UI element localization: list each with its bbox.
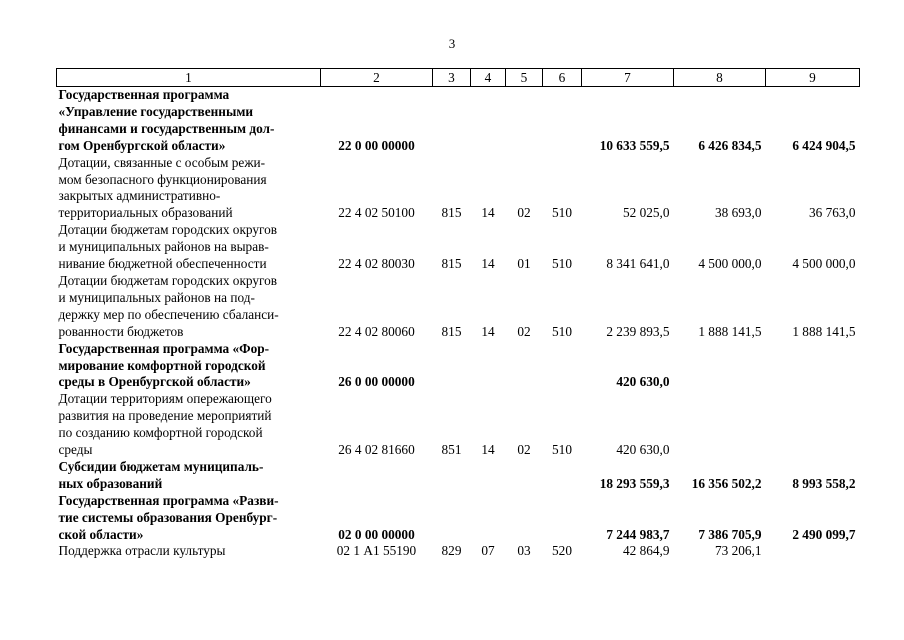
row-col-7: 18 293 559,3	[599, 475, 670, 491]
row-name	[57, 493, 321, 544]
row-col-4: 14	[481, 256, 495, 272]
row-name-line: развития на проведение мероприятий	[58, 408, 272, 424]
row-name-line: нивание бюджетной обеспеченности	[58, 256, 267, 272]
row-name-line: тие системы образования Оренбург-	[58, 509, 278, 525]
row-col-7: 420 630,0	[616, 442, 670, 458]
header-row	[57, 69, 860, 87]
table-row	[57, 87, 860, 155]
row-col-4: 14	[481, 205, 495, 221]
row-col-3: 829	[441, 543, 462, 559]
table-row	[57, 222, 860, 273]
row-col-8: 7 386 705,9	[698, 526, 762, 542]
header-col-5: 5	[506, 69, 543, 87]
table-row	[57, 459, 860, 493]
row-col-9	[766, 543, 860, 560]
row-name-line: держку мер по обеспечению сбаланси-	[58, 306, 279, 322]
row-col-8: 6 426 834,5	[698, 137, 762, 153]
row-col-6	[543, 87, 582, 155]
row-name-line: финансами и государственным дол-	[58, 120, 275, 136]
row-col-4	[471, 459, 506, 493]
row-col-4	[471, 493, 506, 544]
header-col-8: 8	[674, 69, 766, 87]
row-name-line: Государственная программа «Фор-	[58, 340, 270, 356]
row-name-line: и муниципальных районов на вырав-	[58, 239, 269, 255]
table-body	[57, 87, 860, 561]
row-col-5	[506, 87, 543, 155]
row-col-9: 36 763,0	[808, 205, 856, 221]
table-row	[57, 493, 860, 544]
row-col-3	[433, 493, 471, 544]
row-col-7: 10 633 559,5	[599, 137, 670, 153]
row-code: 26 4 02 81660	[338, 442, 415, 458]
row-name-line: мирование комфортной городской	[58, 357, 266, 373]
row-col-5: 02	[517, 323, 531, 339]
row-code: 22 4 02 80060	[338, 323, 415, 339]
row-name	[57, 87, 321, 155]
row-col-3	[433, 459, 471, 493]
row-name-line: ных образований	[58, 475, 163, 491]
row-col-8: 1 888 141,5	[698, 323, 762, 339]
page-number: 3	[448, 36, 456, 51]
row-name-line: ской области»	[58, 526, 144, 542]
row-col-4: 07	[481, 543, 495, 559]
row-name	[57, 155, 321, 223]
row-col-5: 02	[517, 442, 531, 458]
row-name-line: Дотации территориям опережающего	[58, 391, 272, 407]
row-col-6	[543, 459, 582, 493]
row-code: 26 0 00 00000	[338, 374, 415, 390]
row-name-line: «Управление государственными	[58, 103, 254, 119]
row-col-7: 42 864,9	[622, 543, 670, 559]
row-col-6	[543, 493, 582, 544]
row-col-8: 38 693,0	[714, 205, 762, 221]
row-col-9: 4 500 000,0	[792, 256, 856, 272]
row-name-line: Поддержка отрасли культуры	[58, 543, 226, 559]
row-col-5	[506, 493, 543, 544]
row-col-3: 815	[441, 323, 462, 339]
row-col-8	[674, 391, 766, 459]
row-col-3	[433, 87, 471, 155]
row-col-3: 815	[441, 205, 462, 221]
header-col-3: 3	[433, 69, 471, 87]
row-name	[57, 543, 321, 560]
row-col-9: 8 993 558,2	[792, 475, 856, 491]
row-col-8	[674, 341, 766, 392]
row-name-line: Дотации бюджетам городских округов	[58, 222, 278, 238]
row-name-line: и муниципальных районов на под-	[58, 289, 255, 305]
row-name	[57, 459, 321, 493]
row-col-5: 03	[517, 543, 531, 559]
header-col-1: 1	[57, 69, 321, 87]
row-col-7: 2 239 893,5	[606, 323, 670, 339]
row-col-8: 16 356 502,2	[691, 475, 762, 491]
row-col-7: 420 630,0	[616, 374, 670, 390]
row-name-line: среды в Оренбургской области»	[58, 374, 251, 390]
table-header	[57, 69, 860, 87]
row-col-9: 6 424 904,5	[792, 137, 856, 153]
row-code: 02 1 А1 55190	[336, 543, 417, 559]
row-name-line: мом безопасного функционирования	[58, 171, 267, 187]
row-name-line: территориальных образований	[58, 205, 233, 221]
row-col-4: 14	[481, 323, 495, 339]
row-name	[57, 391, 321, 459]
row-name-line: по созданию комфортной городской	[58, 425, 263, 441]
row-col-3: 815	[441, 256, 462, 272]
row-col-6: 510	[552, 256, 572, 272]
row-name	[57, 222, 321, 273]
row-col-6	[543, 341, 582, 392]
row-col-8: 73 206,1	[714, 543, 762, 559]
row-col-6: 510	[552, 442, 572, 458]
row-name-line: среды	[58, 442, 93, 458]
row-col-4	[471, 87, 506, 155]
row-col-6: 520	[552, 543, 572, 559]
table-row	[57, 543, 860, 560]
row-col-5: 01	[517, 256, 531, 272]
table-row	[57, 155, 860, 223]
row-code: 22 4 02 80030	[338, 256, 415, 272]
row-name-line: Государственная программа	[58, 87, 230, 102]
row-col-3: 851	[441, 442, 462, 458]
row-name-line: Субсидии бюджетам муниципаль-	[58, 458, 264, 474]
row-col-9	[766, 341, 860, 392]
header-col-6: 6	[543, 69, 582, 87]
row-col-8: 4 500 000,0	[698, 256, 762, 272]
row-name-line: закрытых административно-	[58, 188, 221, 204]
row-col-4	[471, 341, 506, 392]
header-col-4: 4	[471, 69, 506, 87]
row-col-9	[766, 391, 860, 459]
row-code: 02 0 00 00000	[338, 526, 415, 542]
row-code: 22 0 00 00000	[338, 137, 415, 153]
table-row	[57, 273, 860, 341]
budget-table	[56, 68, 860, 560]
row-name-line: рованности бюджетов	[58, 323, 184, 339]
row-col-6: 510	[552, 205, 572, 221]
table-row	[57, 341, 860, 392]
row-col-5: 02	[517, 205, 531, 221]
row-col-7: 8 341 641,0	[606, 256, 670, 272]
row-col-7: 7 244 983,7	[606, 526, 670, 542]
header-col-9: 9	[766, 69, 860, 87]
row-col-9: 2 490 099,7	[792, 526, 856, 542]
row-name-line: Дотации бюджетам городских округов	[58, 272, 278, 288]
row-code	[321, 459, 433, 493]
row-col-5	[506, 341, 543, 392]
row-col-6: 510	[552, 323, 572, 339]
header-col-2: 2	[321, 69, 433, 87]
row-col-5	[506, 459, 543, 493]
table-row	[57, 391, 860, 459]
row-code: 22 4 02 50100	[338, 205, 415, 221]
row-col-4: 14	[481, 442, 495, 458]
row-col-9: 1 888 141,5	[792, 323, 856, 339]
header-col-7: 7	[582, 69, 674, 87]
row-name-line: гом Оренбургской области»	[58, 137, 226, 153]
row-name	[57, 273, 321, 341]
row-name-line: Государственная программа «Разви-	[58, 492, 279, 508]
row-col-7: 52 025,0	[622, 205, 670, 221]
row-name-line: Дотации, связанные с особым режи-	[58, 154, 266, 170]
row-name	[57, 341, 321, 392]
row-col-3	[433, 341, 471, 392]
